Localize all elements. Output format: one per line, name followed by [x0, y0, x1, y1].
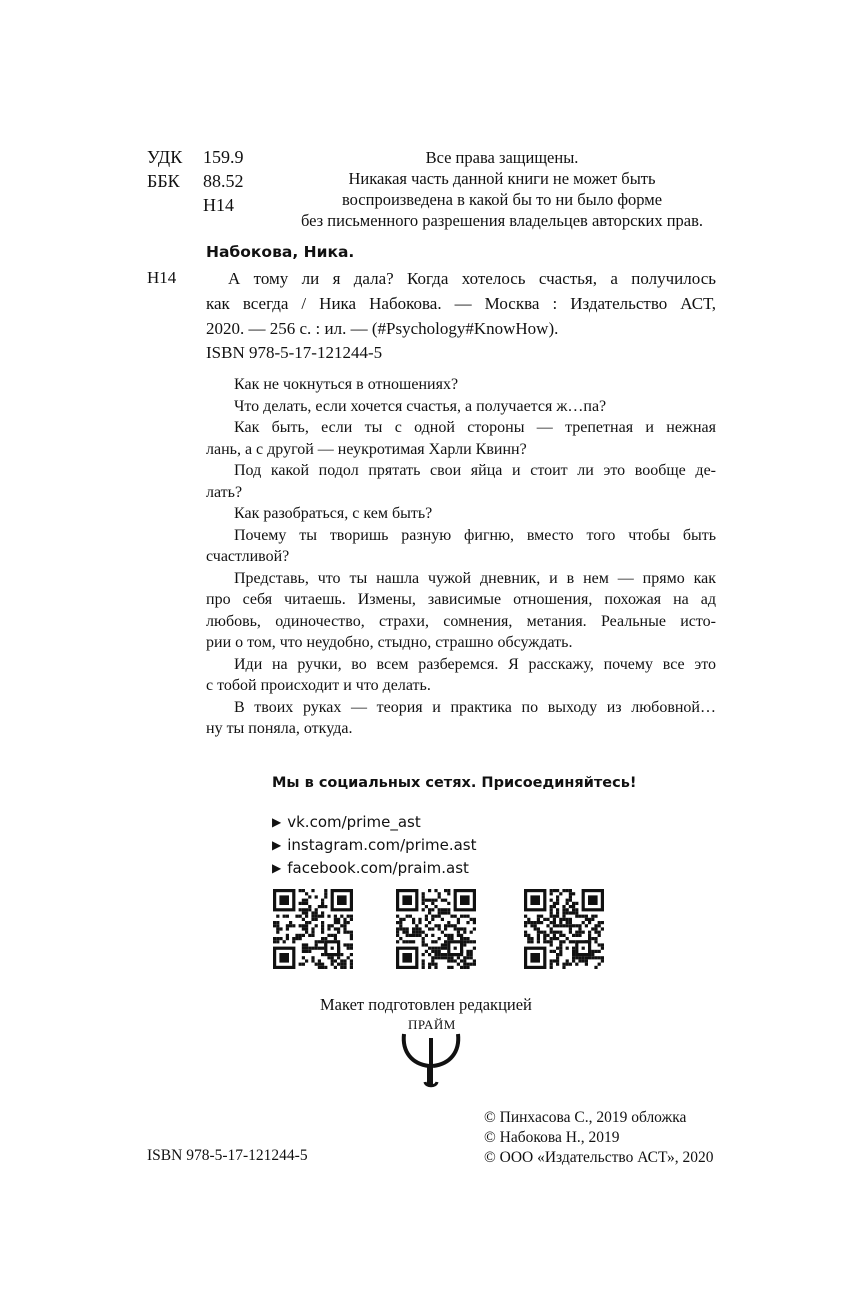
rights-notice: [282, 147, 722, 231]
copyright-line: © Набокова Н., 2019: [484, 1129, 620, 1146]
annotation-line: Как быть, если ты с одной стороны — трепетная и нежная: [234, 419, 716, 436]
social-links: [272, 811, 477, 880]
record-line: 2020. — 256 с. : ил. — (#Psychology#KnowHow).: [206, 319, 559, 338]
social-link-vk[interactable]: [272, 811, 477, 834]
author-mark: Н14: [147, 268, 177, 287]
social-link-text: instagram.com/prime.ast: [287, 836, 477, 854]
classification-code: ББК: [147, 171, 180, 191]
annotation-line: Под какой подол прятать свои яйца и стоит ли это вообще де-: [234, 462, 716, 479]
classification-value: 159.9: [203, 147, 244, 167]
annotation-line: лань, а с другой — неукротимая Харли Квинн?: [206, 440, 527, 458]
classification-code: УДК: [147, 147, 183, 167]
record-line: А тому ли я дала? Когда хотелось счастья, а получилось: [228, 269, 716, 288]
classification-value: 88.52: [203, 171, 244, 191]
isbn-footer: ISBN 978-5-17-121244-5: [147, 1147, 308, 1164]
author-heading: Набокова, Ника.: [206, 243, 355, 261]
qr-code-icon: [273, 889, 353, 969]
isbn-main: ISBN 978-5-17-121244-5: [206, 343, 383, 362]
prepared-by: Макет подготовлен редакцией: [320, 995, 532, 1014]
triangle-bullet-icon: ▶: [272, 815, 282, 829]
annotation-line: Представь, что ты нашла чужой дневник, и в нем — прямо как: [234, 569, 716, 587]
bbk-row: [147, 171, 244, 192]
bibliographic-record: [206, 266, 716, 341]
annotation-line: рии о том, что неудобно, стыдно, страшно обсуждать.: [206, 634, 573, 651]
copyrights: [484, 1108, 714, 1168]
annotation: [206, 374, 716, 740]
social-link-text: vk.com/prime_ast: [287, 813, 421, 831]
udk-row: [147, 147, 244, 168]
copyright-line: © ООО «Издательство АСТ», 2020: [484, 1149, 714, 1166]
rights-line: воспроизведена в какой бы то ни было форме: [341, 190, 663, 209]
copyright-line: © Пинхасова С., 2019 обложка: [484, 1109, 687, 1126]
annotation-line: любовь, одиночество, страхи, сомнения, метания. Реальные исто-: [206, 612, 716, 630]
social-heading: Мы в социальных сетях. Присоединяйтесь!: [272, 775, 637, 791]
annotation-line: ну ты поняла, откуда.: [206, 720, 353, 737]
social-link-facebook[interactable]: [272, 857, 477, 880]
social-link-text: facebook.com/praim.ast: [287, 859, 469, 877]
trident-logo-icon: [398, 1016, 464, 1088]
annotation-line: Иди на ручки, во всем разберемся. Я расскажу, почему все это: [234, 655, 716, 673]
annotation-line: Как разобраться, с кем быть?: [234, 505, 433, 522]
imprint-logo-text: ПРАЙМ: [408, 1017, 456, 1032]
qr-code-icon: [396, 889, 476, 969]
annotation-line: Как не чокнуться в отношениях?: [234, 376, 459, 393]
triangle-bullet-icon: ▶: [272, 838, 282, 852]
classification-value: Н14: [203, 195, 234, 215]
rights-line: Никакая часть данной книги не может быть: [348, 169, 656, 188]
annotation-line: с тобой происходит и что делать.: [206, 677, 431, 694]
triangle-bullet-icon: ▶: [272, 861, 282, 875]
annotation-line: Что делать, если хочется счастья, а получается ж…па?: [234, 397, 607, 415]
social-link-instagram[interactable]: [272, 834, 477, 857]
annotation-line: Почему ты творишь разную фигню, вместо того чтобы быть: [234, 526, 716, 544]
rights-line: без письменного разрешения владельцев авторских прав.: [300, 211, 704, 230]
rights-line: Все права защищены.: [425, 148, 579, 167]
author-mark-row: [147, 195, 234, 216]
annotation-line: про себя читаешь. Измены, зависимые отношения, похожая на ад: [206, 591, 716, 608]
record-line: как всегда / Ника Набокова. — Москва : Издательство АСТ,: [206, 294, 716, 313]
qr-code-icon: [524, 889, 604, 969]
annotation-line: лать?: [206, 483, 243, 501]
annotation-line: В твоих руках — теория и практика по выходу из любовной…: [234, 698, 716, 716]
annotation-line: счастливой?: [206, 548, 290, 565]
